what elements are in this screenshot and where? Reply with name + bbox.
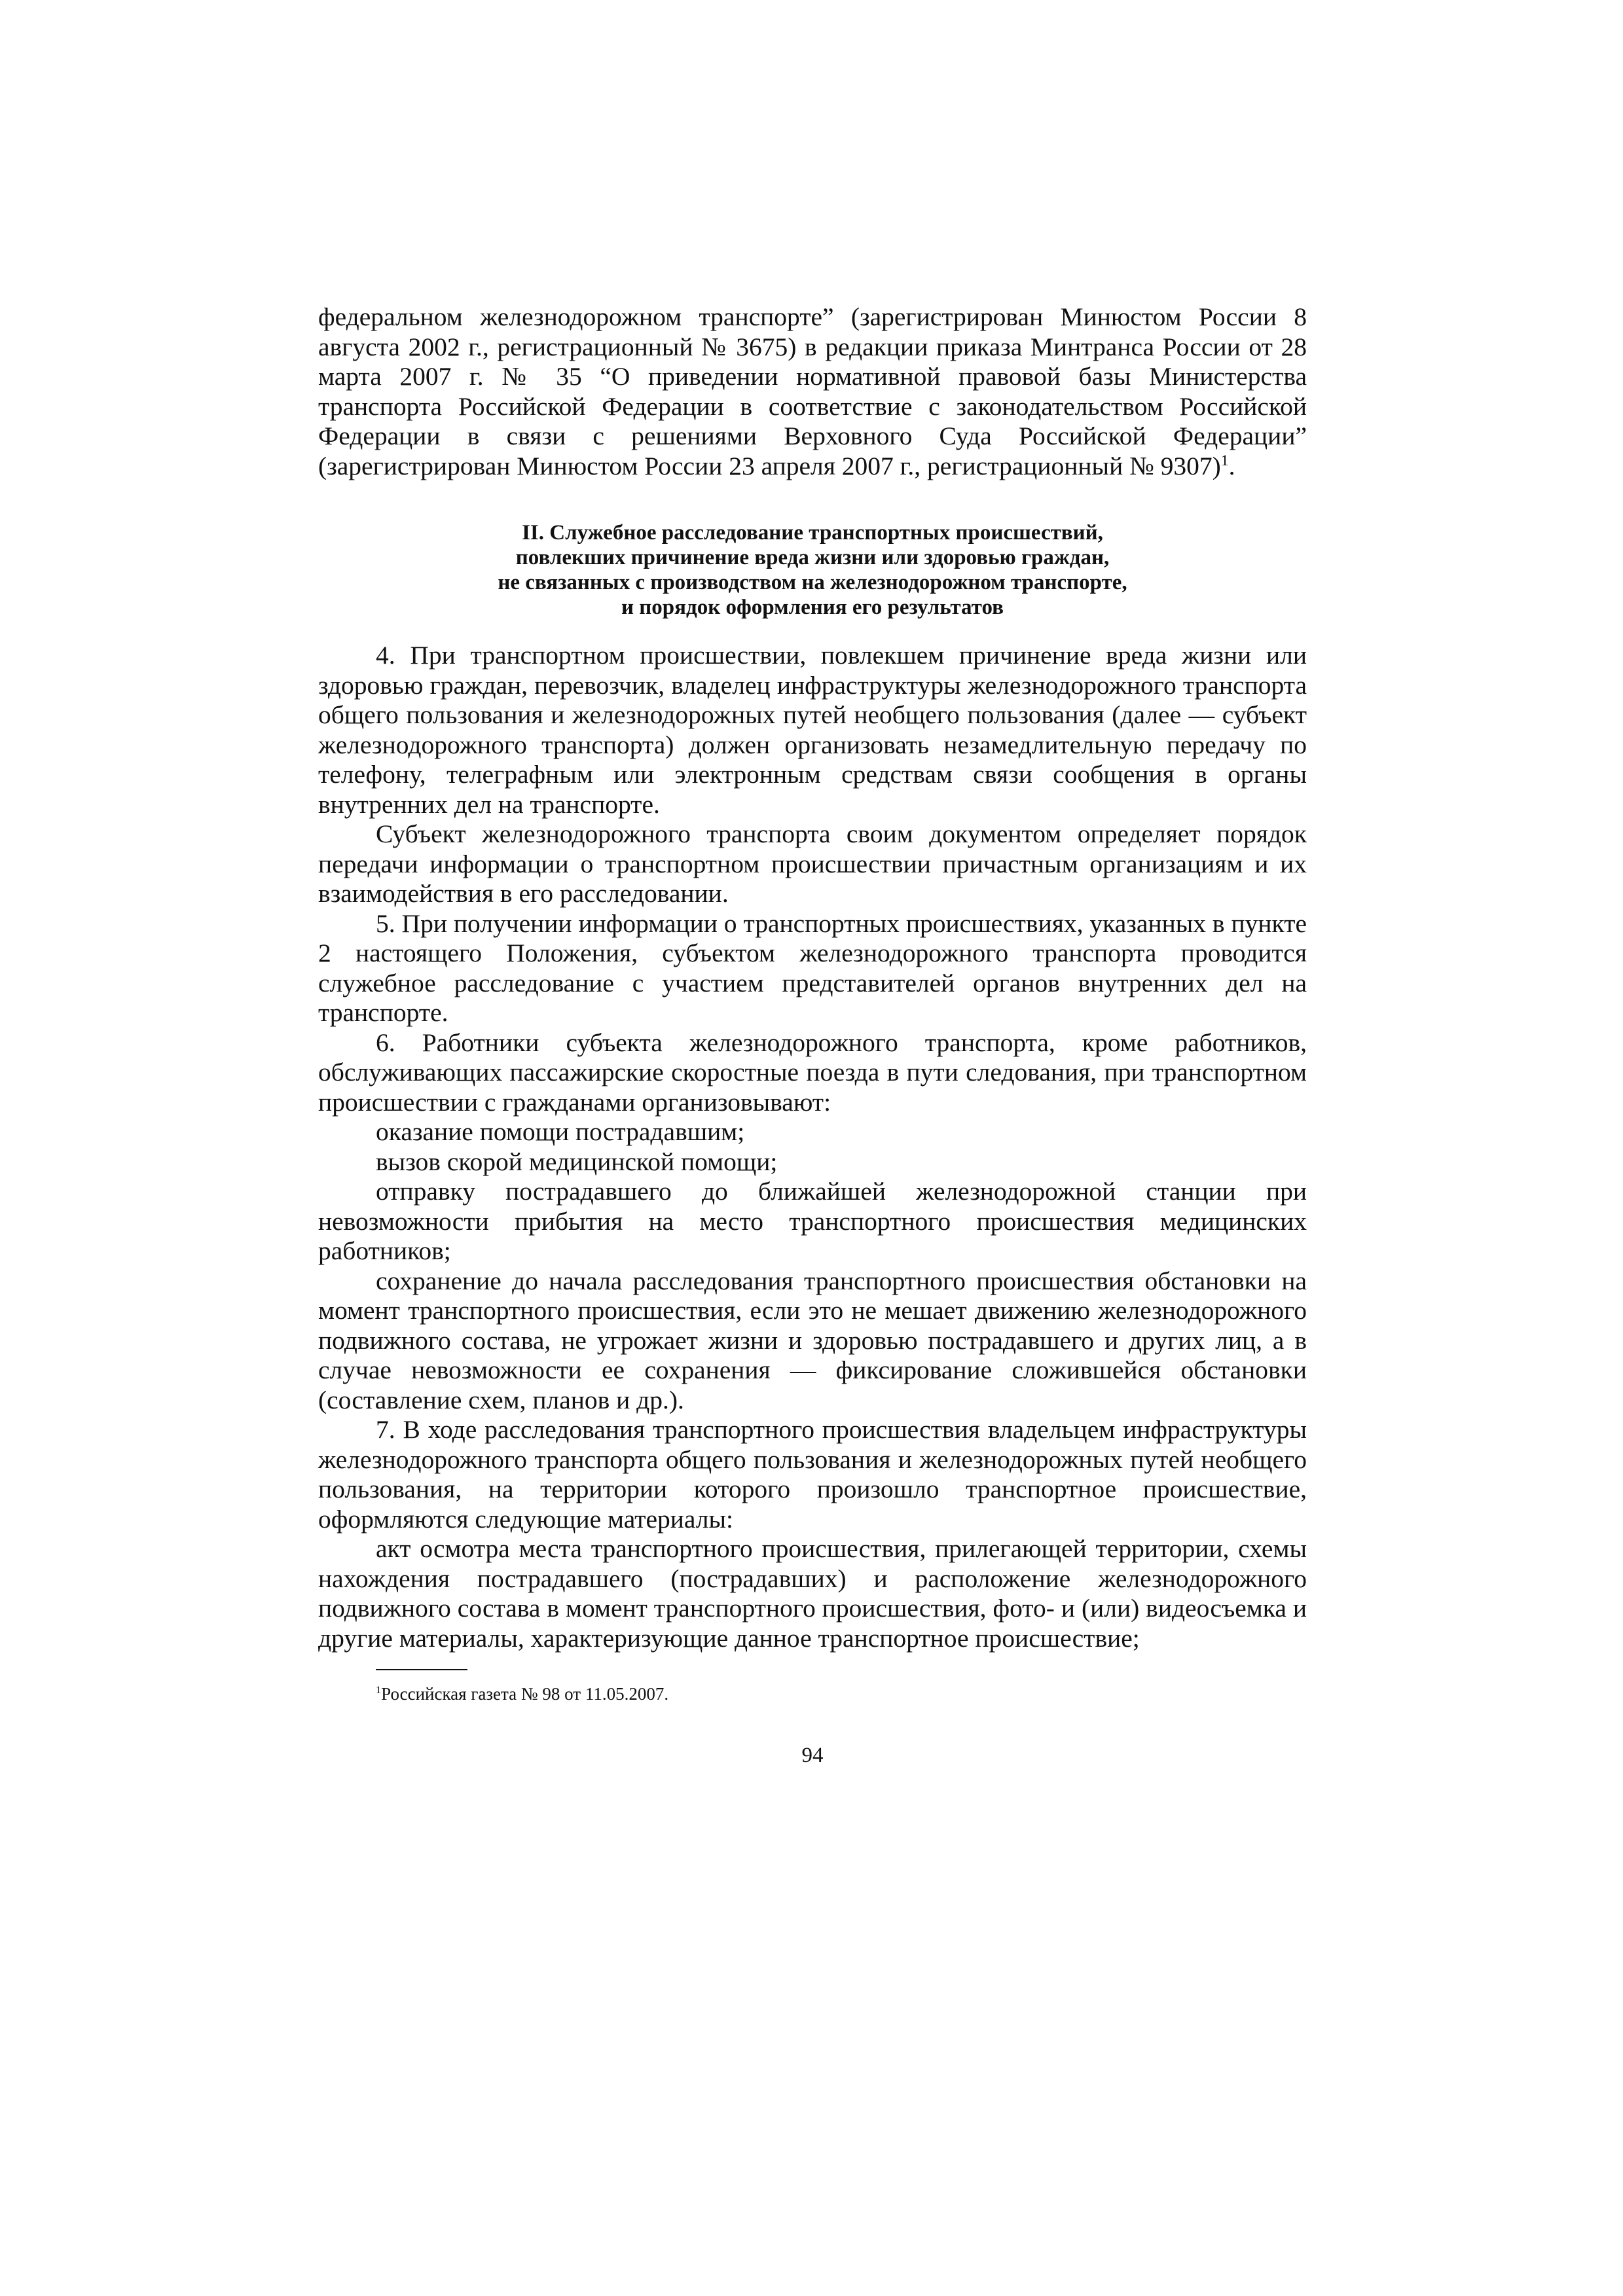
intro-paragraph-end: . bbox=[1228, 451, 1235, 480]
list-item-first-aid: оказание помощи пострадавшим; bbox=[376, 1117, 745, 1146]
footnote-divider bbox=[376, 1669, 467, 1670]
section-heading bbox=[318, 520, 1307, 620]
list-item-preserve-scene: сохранение до начала расследования транспортного происшествия обстановки на момент транспортного происшествия, если это не мешает движению железнодорожного подвижного состава, не угрожает жизни и здоровью пострадавшего и других лиц, а в случае невозможности ее сохранения — фиксирование сложившейся обстановки (составление схем, планов и др.). bbox=[318, 1266, 1307, 1414]
list-item-ambulance: вызов скорой медицинской помощи; bbox=[376, 1147, 778, 1176]
section-heading-line: и порядок оформления его результатов bbox=[621, 596, 1004, 619]
section-heading-line: повлекших причинение вреда жизни или здоровью граждан, bbox=[515, 546, 1110, 569]
footnote-mark: 1 bbox=[376, 1684, 382, 1696]
paragraph-4-subject-document: Субъект железнодорожного транспорта своим документом определяет порядок передачи информации о транспортном происшествии причастным организациям и их взаимодействия в его расследовании. bbox=[318, 819, 1307, 908]
paragraph-7: 7. В ходе расследования транспортного происшествия владельцем инфраструктуры железнодорожного транспорта общего пользования и железнодорожных путей необщего пользования, на территории которого произошло транспортное происшествие, оформляются следующие материалы: bbox=[318, 1415, 1307, 1534]
paragraph-4: 4. При транспортном происшествии, повлекшем причинение вреда жизни или здоровью граждан, перевозчик, владелец инфраструктуры железнодорожного транспорта общего пользования и железнодорожных путей необщего пользования (далее — субъект железнодорожного транспорта) должен организовать незамедлительную передачу по телефону, телеграфным или электронным средствам связи сообщения в органы внутренних дел на транспорте. bbox=[318, 641, 1307, 819]
intro-paragraph bbox=[318, 302, 1307, 481]
footnote-text: Российская газета № 98 от 11.05.2007. bbox=[381, 1684, 669, 1704]
document-page bbox=[318, 302, 1307, 1768]
intro-paragraph-text: федеральном железнодорожном транспорте” (зарегистрирован Минюстом России 8 августа 2002 г., регистрационный № 3675) в редакции приказа Минтранса России от 28 марта 2007 г. № 35 “О приведении нормативной правовой базы Министерства транспорта Российской Федерации в соответствие с законодательством Российской Федерации в связи с решениями Верховного Суда Российской Федерации” (зарегистрирован Минюстом России 23 апреля 2007 г., регистрационный № 9307) bbox=[318, 302, 1307, 480]
section-heading-line: II. Служебное расследование транспортных происшествий, bbox=[522, 521, 1103, 545]
footnote bbox=[376, 1683, 1307, 1704]
footnote-reference: 1 bbox=[1220, 452, 1229, 469]
list-item-transport-victim: отправку пострадавшего до ближайшей железнодорожной станции при невозможности прибытия на место транспортного происшествия медицинских работников; bbox=[318, 1177, 1307, 1265]
list-item-inspection-act: акт осмотра места транспортного происшествия, прилегающей территории, схемы нахождения пострадавшего (пострадавших) и расположение железнодорожного подвижного состава в момент транспортного происшествия, фото- и (или) видеосъемка и другие материалы, характеризующие данное транспортное происшествие; bbox=[318, 1534, 1307, 1653]
paragraph-5: 5. При получении информации о транспортных происшествиях, указанных в пункте 2 настоящего Положения, субъектом железнодорожного транспорта проводится служебное расследование с участием представителей органов внутренних дел на транспорте. bbox=[318, 908, 1307, 1027]
section-heading-line: не связанных с производством на железнодорожном транспорте, bbox=[498, 571, 1127, 594]
page-number: 94 bbox=[801, 1744, 824, 1767]
paragraph-6: 6. Работники субъекта железнодорожного транспорта, кроме работников, обслуживающих пассажирские скоростные поезда в пути следования, при транспортном происшествии с гражданами организовывают: bbox=[318, 1028, 1307, 1117]
